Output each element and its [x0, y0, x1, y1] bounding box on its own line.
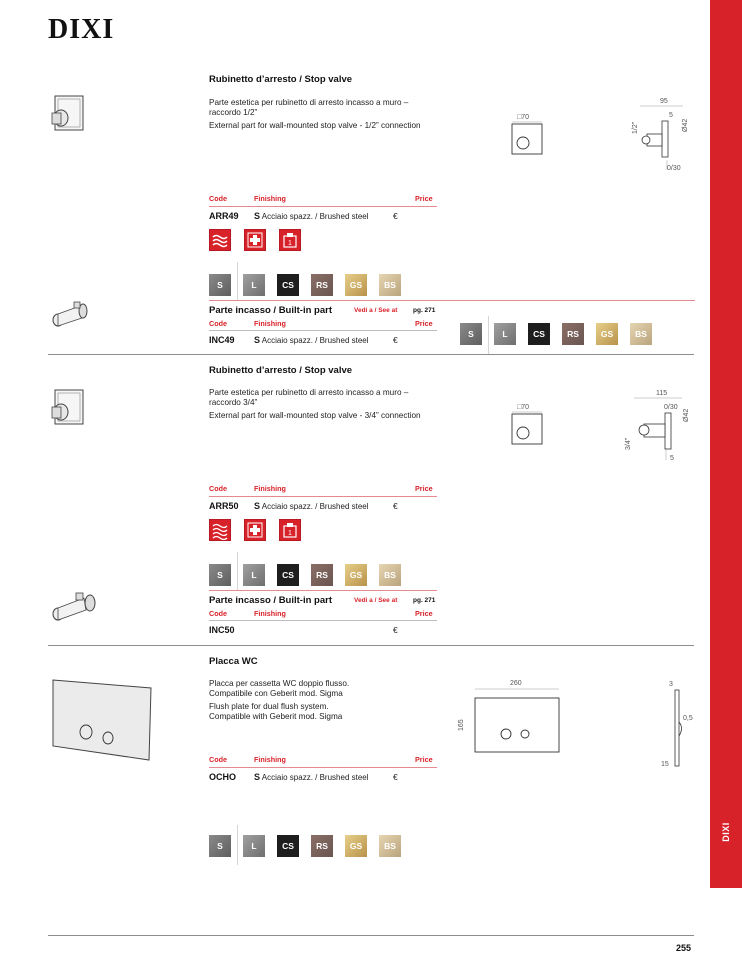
fire-icon — [279, 229, 301, 251]
svg-text:0,5: 0,5 — [683, 715, 693, 722]
swatch-gs[interactable]: GS — [596, 323, 618, 345]
built-in-part-icon — [50, 298, 94, 332]
col-price: Price — [415, 319, 433, 328]
swatch-s[interactable]: S — [209, 835, 231, 857]
product-code: OCHO — [209, 772, 236, 782]
swatch-cs[interactable]: CS — [277, 274, 299, 296]
swatch-rs[interactable]: RS — [311, 564, 333, 586]
product-desc-en-2: Compatible with Geberit mod. Sigma — [209, 712, 343, 721]
side-tab — [710, 0, 742, 888]
svg-text:1: 1 — [288, 240, 292, 247]
swatch-s[interactable]: S — [209, 564, 231, 586]
svg-text:115: 115 — [656, 390, 668, 397]
swatch-gs[interactable]: GS — [345, 835, 367, 857]
price: € — [393, 501, 398, 511]
swatch-row — [209, 835, 401, 857]
svg-text:Ø42: Ø42 — [682, 118, 689, 132]
product-title: Rubinetto d’arresto / Stop valve — [209, 365, 353, 376]
product-code: ARR49 — [209, 211, 239, 221]
wc-plate-icon — [48, 676, 154, 764]
finish: S Acciaio spazz. / Brushed steel — [254, 772, 369, 782]
finish: S Acciaio spazz. / Brushed steel — [254, 335, 369, 345]
col-finishing: Finishing — [254, 755, 286, 764]
stop-valve-icon — [48, 92, 88, 136]
builtin-rule — [209, 300, 695, 301]
svg-text:3/4”: 3/4” — [625, 437, 632, 450]
col-price: Price — [415, 755, 433, 764]
price: € — [393, 772, 398, 782]
svg-text:165: 165 — [458, 719, 465, 731]
svg-text:5: 5 — [670, 455, 674, 462]
col-code: Code — [209, 484, 227, 493]
page-ref[interactable]: pg. 271 — [413, 597, 436, 604]
product-desc-it-2: Compatibile con Geberit mod. Sigma — [209, 689, 343, 698]
see-at-link[interactable]: Vedi a / See at — [354, 597, 398, 604]
section-divider — [48, 354, 694, 355]
price: € — [393, 211, 398, 221]
svg-text:1/2”: 1/2” — [632, 121, 639, 134]
swatch-s[interactable]: S — [209, 274, 231, 296]
swatch-bs[interactable]: BS — [379, 274, 401, 296]
stop-valve-icon — [48, 386, 88, 430]
header-rule — [209, 620, 437, 621]
swatch-gs[interactable]: GS — [345, 274, 367, 296]
swatch-gs[interactable]: GS — [345, 564, 367, 586]
svg-text:95: 95 — [660, 98, 668, 105]
finish: S Acciaio spazz. / Brushed steel — [254, 501, 369, 511]
price: € — [393, 335, 398, 345]
swatch-row — [209, 564, 401, 586]
swatch-l[interactable]: L — [494, 323, 516, 345]
col-price: Price — [415, 609, 433, 618]
front-drawing — [455, 676, 567, 756]
finish: S Acciaio spazz. / Brushed steel — [254, 211, 369, 221]
col-finishing: Finishing — [254, 484, 286, 493]
swatch-rs[interactable]: RS — [562, 323, 584, 345]
cross-icon — [244, 519, 266, 541]
flow-icon — [209, 229, 231, 251]
col-finishing: Finishing — [254, 194, 286, 203]
side-drawing — [655, 676, 699, 772]
swatch-rs[interactable]: RS — [311, 835, 333, 857]
swatch-cs[interactable]: CS — [277, 564, 299, 586]
brand-logo: DIXI — [48, 14, 115, 45]
see-at-link[interactable]: Vedi a / See at — [354, 307, 398, 314]
swatch-bs[interactable]: BS — [630, 323, 652, 345]
col-code: Code — [209, 609, 227, 618]
swatch-row — [209, 274, 401, 296]
product-desc-en: External part for wall-mounted stop valve - 1/2” connection — [209, 121, 421, 130]
svg-text:15: 15 — [661, 761, 669, 768]
builtin-code: INC49 — [209, 335, 235, 345]
built-in-part-icon — [50, 590, 100, 626]
svg-text:5: 5 — [669, 112, 673, 119]
header-rule — [209, 767, 437, 768]
swatch-l[interactable]: L — [243, 835, 265, 857]
product-title: Rubinetto d’arresto / Stop valve — [209, 74, 353, 85]
header-rule — [209, 206, 437, 207]
col-price: Price — [415, 194, 433, 203]
product-desc-it-1: Placca per cassetta WC doppio flusso. — [209, 679, 350, 688]
builtin-code: INC50 — [209, 625, 235, 635]
footer-rule — [48, 935, 694, 936]
swatch-cs[interactable]: CS — [528, 323, 550, 345]
product-desc-it: Parte estetica per rubinetto di arresto incasso a muro – raccordo 1/2” — [209, 98, 409, 117]
col-code: Code — [209, 319, 227, 328]
side-tab-label: DIXI — [720, 822, 731, 842]
product-desc-en: External part for wall-mounted stop valve - 3/4” connection — [209, 411, 421, 420]
col-code: Code — [209, 755, 227, 764]
flow-icon — [209, 519, 231, 541]
cross-icon — [244, 229, 266, 251]
swatch-cs[interactable]: CS — [277, 835, 299, 857]
svg-text:□70: □70 — [517, 404, 530, 411]
builtin-title: Parte incasso / Built-in part — [209, 595, 332, 606]
svg-text:260: 260 — [510, 680, 522, 687]
svg-text:0/30: 0/30 — [664, 404, 678, 411]
col-price: Price — [415, 484, 433, 493]
product-desc-en-1: Flush plate for dual flush system. — [209, 702, 329, 711]
col-finishing: Finishing — [254, 319, 286, 328]
builtin-rule — [209, 590, 437, 591]
col-finishing: Finishing — [254, 609, 286, 618]
price: € — [393, 625, 398, 635]
swatch-s[interactable]: S — [460, 323, 482, 345]
header-rule — [209, 496, 437, 497]
swatch-rs[interactable]: RS — [311, 274, 333, 296]
front-drawing — [505, 110, 555, 158]
svg-text:Ø42: Ø42 — [683, 408, 690, 422]
swatch-l[interactable]: L — [243, 274, 265, 296]
swatch-bs[interactable]: BS — [379, 835, 401, 857]
swatch-row — [460, 323, 652, 345]
side-drawing — [625, 94, 695, 176]
svg-text:□70: □70 — [517, 114, 530, 121]
header-rule — [209, 330, 437, 331]
section-divider — [48, 645, 694, 646]
front-drawing — [505, 400, 555, 448]
page-number: 255 — [676, 943, 692, 953]
svg-text:1: 1 — [288, 530, 292, 537]
col-code: Code — [209, 194, 227, 203]
side-drawing — [620, 386, 696, 466]
product-title: Placca WC — [209, 656, 258, 667]
page-ref[interactable]: pg. 271 — [413, 307, 436, 314]
product-desc-it: Parte estetica per rubinetto di arresto incasso a muro – raccordo 3/4” — [209, 388, 409, 407]
swatch-bs[interactable]: BS — [379, 564, 401, 586]
svg-text:0/30: 0/30 — [667, 165, 681, 172]
swatch-l[interactable]: L — [243, 564, 265, 586]
builtin-title: Parte incasso / Built-in part — [209, 305, 332, 316]
svg-text:3: 3 — [669, 681, 673, 688]
product-code: ARR50 — [209, 501, 239, 511]
fire-icon — [279, 519, 301, 541]
